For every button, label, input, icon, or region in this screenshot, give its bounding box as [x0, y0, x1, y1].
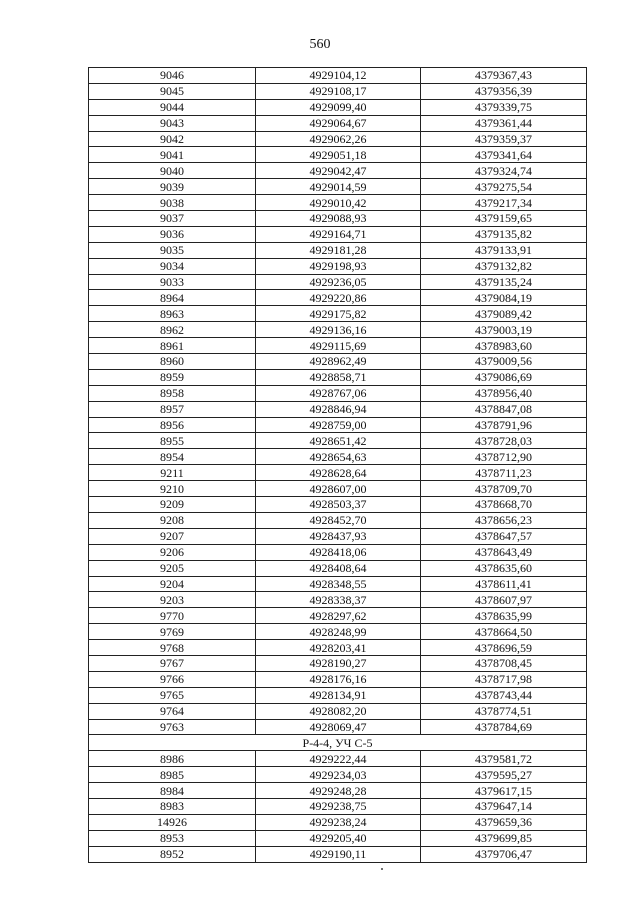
table-row: [89, 481, 587, 497]
point-number-cell: 9039: [89, 179, 256, 195]
point-number-cell: 8983: [89, 798, 256, 814]
y-coordinate-cell: 4378791,96: [421, 417, 587, 433]
x-coordinate-cell: 4928607,00: [256, 481, 421, 497]
table-row: [89, 83, 587, 99]
x-coordinate-cell: 4929051,18: [256, 147, 421, 163]
x-coordinate-cell: 4929190,11: [256, 846, 421, 862]
x-coordinate-cell: 4928418,06: [256, 544, 421, 560]
table-row: [89, 687, 587, 703]
x-coordinate-cell: 4929104,12: [256, 68, 421, 84]
x-coordinate-cell: 4929064,67: [256, 115, 421, 131]
table-row: [89, 274, 587, 290]
x-coordinate-cell: 4929164,71: [256, 226, 421, 242]
y-coordinate-cell: 4379275,54: [421, 179, 587, 195]
point-number-cell: 8955: [89, 433, 256, 449]
table-row: [89, 719, 587, 735]
point-number-cell: 14926: [89, 814, 256, 830]
table-row: [89, 433, 587, 449]
y-coordinate-cell: 4378611,41: [421, 576, 587, 592]
y-coordinate-cell: 4379367,43: [421, 68, 587, 84]
table-row: [89, 385, 587, 401]
point-number-cell: 8984: [89, 783, 256, 799]
table-row: [89, 338, 587, 354]
x-coordinate-cell: 4928338,37: [256, 592, 421, 608]
x-coordinate-cell: 4928767,06: [256, 385, 421, 401]
x-coordinate-cell: 4929205,40: [256, 830, 421, 846]
point-number-cell: 9204: [89, 576, 256, 592]
y-coordinate-cell: 4379341,64: [421, 147, 587, 163]
table-row: [89, 211, 587, 227]
table-row: [89, 163, 587, 179]
y-coordinate-cell: 4378712,90: [421, 449, 587, 465]
y-coordinate-cell: 4379089,42: [421, 306, 587, 322]
scan-speck: [381, 868, 383, 870]
table-row: [89, 576, 587, 592]
x-coordinate-cell: 4929198,93: [256, 258, 421, 274]
x-coordinate-cell: 4929238,75: [256, 798, 421, 814]
x-coordinate-cell: 4928962,49: [256, 354, 421, 370]
y-coordinate-cell: 4378784,69: [421, 719, 587, 735]
point-number-cell: 9040: [89, 163, 256, 179]
point-number-cell: 8959: [89, 369, 256, 385]
table-row: [89, 68, 587, 84]
table-row: [89, 306, 587, 322]
x-coordinate-cell: 4928628,64: [256, 465, 421, 481]
table-row: [89, 798, 587, 814]
x-coordinate-cell: 4929175,82: [256, 306, 421, 322]
x-coordinate-cell: 4928176,16: [256, 671, 421, 687]
y-coordinate-cell: 4378956,40: [421, 385, 587, 401]
table-row: [89, 671, 587, 687]
point-number-cell: 8961: [89, 338, 256, 354]
table-row: [89, 242, 587, 258]
table-row: [89, 608, 587, 624]
x-coordinate-cell: 4929108,17: [256, 83, 421, 99]
y-coordinate-cell: 4379617,15: [421, 783, 587, 799]
point-number-cell: 9765: [89, 687, 256, 703]
point-number-cell: 8956: [89, 417, 256, 433]
y-coordinate-cell: 4378635,60: [421, 560, 587, 576]
x-coordinate-cell: 4929099,40: [256, 99, 421, 115]
table-row: [89, 369, 587, 385]
y-coordinate-cell: 4378774,51: [421, 703, 587, 719]
point-number-cell: 9764: [89, 703, 256, 719]
point-number-cell: 9211: [89, 465, 256, 481]
table-row: [89, 624, 587, 640]
x-coordinate-cell: 4928503,37: [256, 497, 421, 513]
x-coordinate-cell: 4929248,28: [256, 783, 421, 799]
y-coordinate-cell: 4379356,39: [421, 83, 587, 99]
table-row: [89, 465, 587, 481]
x-coordinate-cell: 4928134,91: [256, 687, 421, 703]
y-coordinate-cell: 4379359,37: [421, 131, 587, 147]
y-coordinate-cell: 4379009,56: [421, 354, 587, 370]
y-coordinate-cell: 4379647,14: [421, 798, 587, 814]
section-label: Р-4-4, УЧ С-5: [89, 735, 587, 751]
point-number-cell: 8963: [89, 306, 256, 322]
table-row: [89, 767, 587, 783]
x-coordinate-cell: 4928082,20: [256, 703, 421, 719]
point-number-cell: 9770: [89, 608, 256, 624]
table-row: [89, 290, 587, 306]
x-coordinate-cell: 4929115,69: [256, 338, 421, 354]
table-row: [89, 783, 587, 799]
x-coordinate-cell: 4928858,71: [256, 369, 421, 385]
x-coordinate-cell: 4929010,42: [256, 195, 421, 211]
point-number-cell: 9038: [89, 195, 256, 211]
y-coordinate-cell: 4378607,97: [421, 592, 587, 608]
y-coordinate-cell: 4378711,23: [421, 465, 587, 481]
point-number-cell: 9037: [89, 211, 256, 227]
point-number-cell: 8964: [89, 290, 256, 306]
table-row: [89, 401, 587, 417]
point-number-cell: 9766: [89, 671, 256, 687]
point-number-cell: 9209: [89, 497, 256, 513]
point-number-cell: 9035: [89, 242, 256, 258]
y-coordinate-cell: 4378668,70: [421, 497, 587, 513]
x-coordinate-cell: 4929088,93: [256, 211, 421, 227]
point-number-cell: 8953: [89, 830, 256, 846]
point-number-cell: 9206: [89, 544, 256, 560]
x-coordinate-cell: 4928846,94: [256, 401, 421, 417]
y-coordinate-cell: 4379086,69: [421, 369, 587, 385]
point-number-cell: 9033: [89, 274, 256, 290]
table-row: [89, 846, 587, 862]
x-coordinate-cell: 4928651,42: [256, 433, 421, 449]
table-row: [89, 449, 587, 465]
y-coordinate-cell: 4379324,74: [421, 163, 587, 179]
table-row: [89, 354, 587, 370]
y-coordinate-cell: 4379084,19: [421, 290, 587, 306]
table-row: [89, 655, 587, 671]
y-coordinate-cell: 4379217,34: [421, 195, 587, 211]
point-number-cell: 9044: [89, 99, 256, 115]
point-number-cell: 9042: [89, 131, 256, 147]
table-row: [89, 497, 587, 513]
y-coordinate-cell: 4378708,45: [421, 655, 587, 671]
table-row: [89, 640, 587, 656]
point-number-cell: 9207: [89, 528, 256, 544]
table-row: [89, 115, 587, 131]
point-number-cell: 9046: [89, 68, 256, 84]
x-coordinate-cell: 4929062,26: [256, 131, 421, 147]
coordinates-table-body: [89, 68, 587, 863]
x-coordinate-cell: 4929136,16: [256, 322, 421, 338]
point-number-cell: 8952: [89, 846, 256, 862]
table-row: [89, 226, 587, 242]
point-number-cell: 8957: [89, 401, 256, 417]
table-row: [89, 751, 587, 767]
point-number-cell: 9763: [89, 719, 256, 735]
point-number-cell: 9045: [89, 83, 256, 99]
y-coordinate-cell: 4378635,99: [421, 608, 587, 624]
y-coordinate-cell: 4379595,27: [421, 767, 587, 783]
table-row: [89, 195, 587, 211]
table-row: [89, 528, 587, 544]
x-coordinate-cell: 4928190,27: [256, 655, 421, 671]
x-coordinate-cell: 4928348,55: [256, 576, 421, 592]
x-coordinate-cell: 4928069,47: [256, 719, 421, 735]
table-row: [89, 322, 587, 338]
point-number-cell: 8962: [89, 322, 256, 338]
y-coordinate-cell: 4379003,19: [421, 322, 587, 338]
x-coordinate-cell: 4929236,05: [256, 274, 421, 290]
table-row: [89, 830, 587, 846]
table-row: [89, 258, 587, 274]
y-coordinate-cell: 4379133,91: [421, 242, 587, 258]
table-row: [89, 131, 587, 147]
x-coordinate-cell: 4929238,24: [256, 814, 421, 830]
x-coordinate-cell: 4928203,41: [256, 640, 421, 656]
table-row: [89, 560, 587, 576]
x-coordinate-cell: 4929181,28: [256, 242, 421, 258]
y-coordinate-cell: 4378647,57: [421, 528, 587, 544]
x-coordinate-cell: 4929220,86: [256, 290, 421, 306]
y-coordinate-cell: 4379581,72: [421, 751, 587, 767]
table-row: [89, 592, 587, 608]
page-number: 560: [309, 37, 331, 52]
y-coordinate-cell: 4379659,36: [421, 814, 587, 830]
x-coordinate-cell: 4928759,00: [256, 417, 421, 433]
point-number-cell: 9034: [89, 258, 256, 274]
point-number-cell: 9036: [89, 226, 256, 242]
y-coordinate-cell: 4378664,50: [421, 624, 587, 640]
y-coordinate-cell: 4379339,75: [421, 99, 587, 115]
x-coordinate-cell: 4929042,47: [256, 163, 421, 179]
x-coordinate-cell: 4928437,93: [256, 528, 421, 544]
point-number-cell: 9208: [89, 512, 256, 528]
table-row: [89, 179, 587, 195]
y-coordinate-cell: 4378643,49: [421, 544, 587, 560]
y-coordinate-cell: 4379706,47: [421, 846, 587, 862]
y-coordinate-cell: 4379135,82: [421, 226, 587, 242]
x-coordinate-cell: 4928452,70: [256, 512, 421, 528]
y-coordinate-cell: 4378847,08: [421, 401, 587, 417]
point-number-cell: 9041: [89, 147, 256, 163]
x-coordinate-cell: 4928248,99: [256, 624, 421, 640]
point-number-cell: 8985: [89, 767, 256, 783]
point-number-cell: 9767: [89, 655, 256, 671]
y-coordinate-cell: 4378717,98: [421, 671, 587, 687]
y-coordinate-cell: 4378983,60: [421, 338, 587, 354]
y-coordinate-cell: 4379699,85: [421, 830, 587, 846]
point-number-cell: 8986: [89, 751, 256, 767]
x-coordinate-cell: 4928654,63: [256, 449, 421, 465]
x-coordinate-cell: 4928297,62: [256, 608, 421, 624]
table-row: [89, 703, 587, 719]
point-number-cell: 8958: [89, 385, 256, 401]
point-number-cell: 8960: [89, 354, 256, 370]
point-number-cell: 9768: [89, 640, 256, 656]
x-coordinate-cell: 4928408,64: [256, 560, 421, 576]
y-coordinate-cell: 4378728,03: [421, 433, 587, 449]
table-row: [89, 147, 587, 163]
table-row: [89, 512, 587, 528]
x-coordinate-cell: 4929234,03: [256, 767, 421, 783]
y-coordinate-cell: 4378743,44: [421, 687, 587, 703]
y-coordinate-cell: 4378656,23: [421, 512, 587, 528]
section-header-row: [89, 735, 587, 751]
table-row: [89, 99, 587, 115]
y-coordinate-cell: 4379159,65: [421, 211, 587, 227]
point-number-cell: 9205: [89, 560, 256, 576]
y-coordinate-cell: 4378709,70: [421, 481, 587, 497]
point-number-cell: 9769: [89, 624, 256, 640]
point-number-cell: 9210: [89, 481, 256, 497]
x-coordinate-cell: 4929014,59: [256, 179, 421, 195]
table-row: [89, 544, 587, 560]
point-number-cell: 9043: [89, 115, 256, 131]
y-coordinate-cell: 4379361,44: [421, 115, 587, 131]
table-row: [89, 814, 587, 830]
point-number-cell: 9203: [89, 592, 256, 608]
table-row: [89, 417, 587, 433]
point-number-cell: 8954: [89, 449, 256, 465]
y-coordinate-cell: 4378696,59: [421, 640, 587, 656]
coordinates-table: [88, 67, 587, 863]
y-coordinate-cell: 4379132,82: [421, 258, 587, 274]
x-coordinate-cell: 4929222,44: [256, 751, 421, 767]
y-coordinate-cell: 4379135,24: [421, 274, 587, 290]
